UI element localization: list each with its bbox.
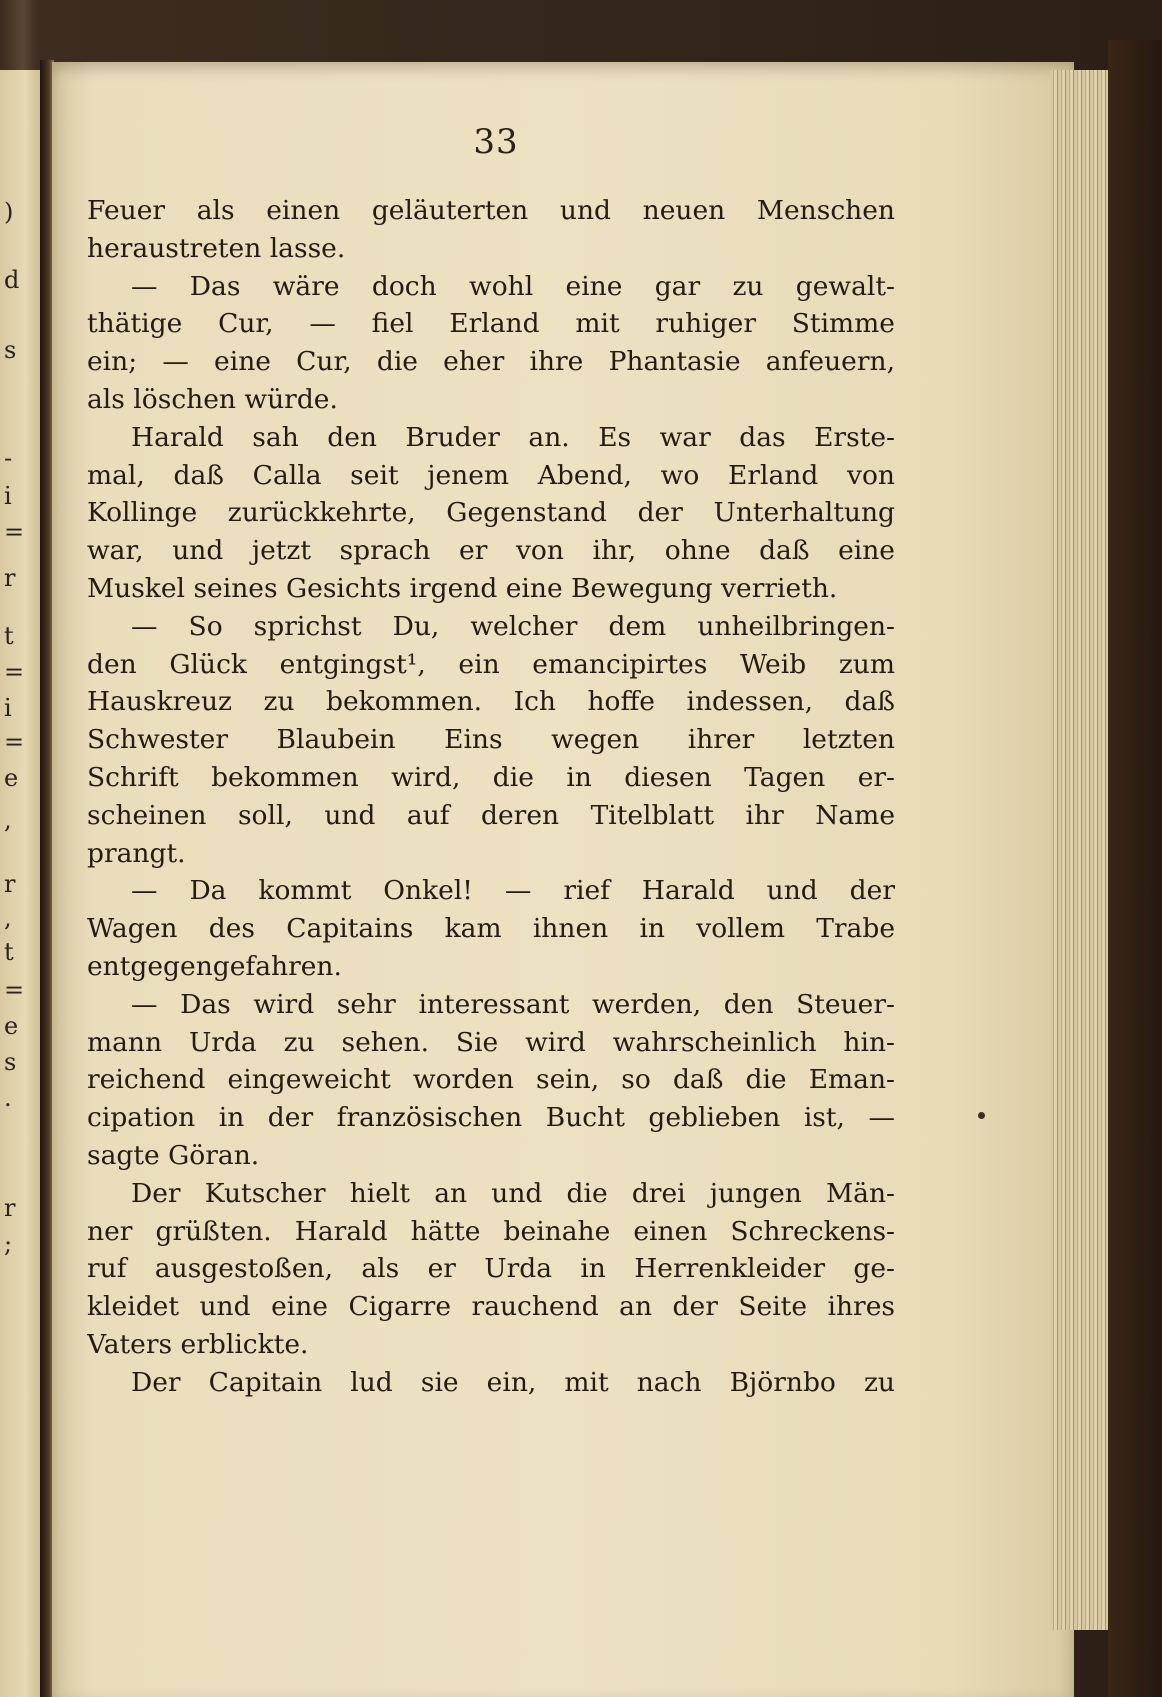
facing-page-fragment: = [4,728,25,756]
text-line: sagte Göran. [87,1139,260,1171]
facing-page-fragment: i [4,482,12,510]
text-line: war, und jetzt sprach er von ihr, ohne daß eine [87,535,895,567]
text-line: scheinen soll, und auf deren Titelblatt ihr Name [87,799,895,831]
facing-page-fragment: . [4,1084,12,1112]
text-line: prangt. [87,837,186,869]
text-line: Schrift bekommen wird, die in diesen Tagen er- [87,761,895,793]
text-line: Vaters erblickte. [87,1328,309,1360]
body-text [87,192,895,1402]
text-line: thätige Cur, — fiel Erland mit ruhiger Stimme [87,308,895,340]
facing-page-fragment: t [4,622,14,650]
facing-page-fragment: , [4,806,12,834]
facing-page-fragment: r [4,564,16,592]
text-line: reichend eingeweicht worden sein, so daß die Eman- [87,1064,895,1096]
text-line: Harald sah den Bruder an. Es war das Erste- [131,421,895,453]
text-line: mann Urda zu sehen. Sie wird wahrscheinlich hin- [87,1026,895,1058]
text-line: kleidet und eine Cigarre rauchend an der Seite ihres [87,1291,895,1323]
facing-page-fragment: r [4,1194,16,1222]
text-line: cipation in der französischen Bucht geblieben ist, — [87,1102,895,1134]
text-line: — Da kommt Onkel! — rief Harald und der [131,875,895,907]
facing-page-fragment: e [4,1012,19,1040]
page-edges [1050,70,1116,1630]
facing-page-fragment: - [4,444,13,472]
facing-page-fragment: = [4,518,25,546]
left-page-edge [0,70,42,1697]
facing-page-fragment: ) [4,198,14,226]
text-line: Der Capitain lud sie ein, mit nach Björnbo zu [131,1366,895,1398]
facing-page-fragment: , [4,904,12,932]
text-line: heraustreten lasse. [87,232,346,264]
facing-page-fragment: s [4,336,17,364]
facing-page-fragment: e [4,764,19,792]
text-line: — Das wird sehr interessant werden, den Steuer- [131,988,895,1020]
text-line: — So sprichst Du, welcher dem unheilbringen- [131,610,895,642]
facing-page-fragment: = [4,658,25,686]
page-number: 33 [473,122,519,162]
facing-page-fragment: i [4,694,12,722]
text-line: ein; — eine Cur, die eher ihre Phantasie anfeuern, [87,346,895,378]
text-line: Muskel seines Gesichts irgend eine Bewegung verrieth. [87,572,838,604]
text-line: Der Kutscher hielt an und die drei jungen Män- [131,1177,895,1209]
facing-page-fragment: d [4,266,20,294]
book-cover-edge [1108,40,1162,1697]
text-line: den Glück entgingst¹, ein emancipirtes Weib zum [87,648,895,680]
ink-speck [978,1112,985,1119]
text-line: Feuer als einen geläuterten und neuen Menschen [87,195,895,226]
text-line: Schwester Blaubein Eins wegen ihrer letzten [87,724,895,756]
text-line: ruf ausgestoßen, als er Urda in Herrenkleider ge- [87,1253,895,1285]
text-line: ner grüßten. Harald hätte beinahe einen Schreckens- [87,1215,895,1247]
text-line: mal, daß Calla seit jenem Abend, wo Erland von [87,459,895,491]
text-line: Wagen des Capitains kam ihnen in vollem Trabe [87,913,895,945]
text-line: Hauskreuz zu bekommen. Ich hoffe indessen, daß [87,686,895,718]
text-line: entgegengefahren. [87,950,342,982]
text-line: — Das wäre doch wohl eine gar zu gewalt- [131,270,895,302]
text-line: Kollinge zurückkehrte, Gegenstand der Unterhaltung [87,497,895,529]
facing-page-fragment: ; [4,1230,13,1258]
facing-page-fragment: r [4,870,16,898]
facing-page-fragment: t [4,938,14,966]
facing-page-fragment: s [4,1048,17,1076]
facing-page-fragment: = [4,976,25,1004]
text-line: als löschen würde. [87,383,338,415]
